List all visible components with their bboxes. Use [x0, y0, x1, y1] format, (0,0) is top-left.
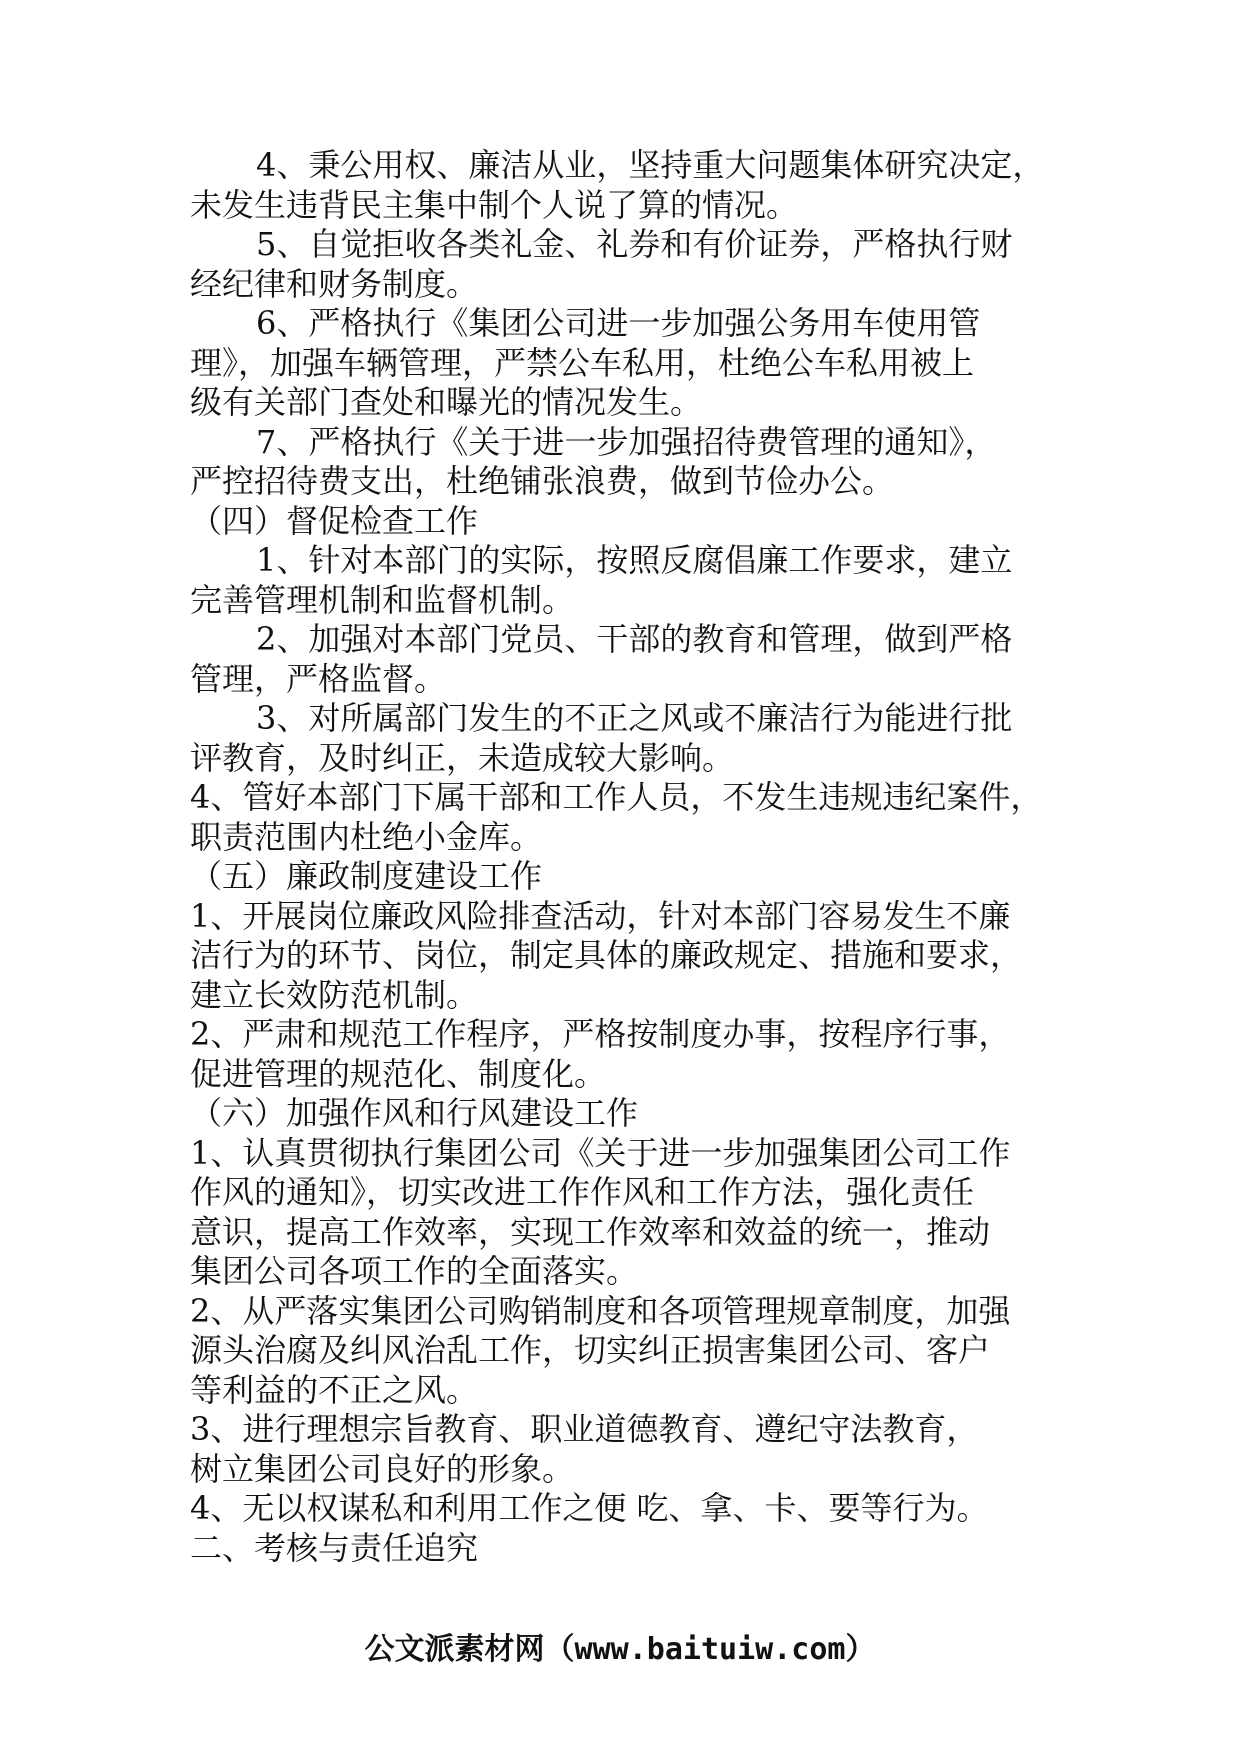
text-line: 1、认真贯彻执行集团公司《关于进一步加强集团公司工作 [190, 1133, 1011, 1172]
text-line: 建立长效防范机制。 [190, 975, 479, 1014]
text-line: 未发生违背民主集中制个人说了算的情况。 [190, 185, 799, 224]
text-line: 严控招待费支出，杜绝铺张浪费，做到节俭办公。 [190, 462, 895, 500]
text-line: 4、无以权谋私和利用工作之便 吃、拿、卡、要等行为。 [190, 1489, 989, 1527]
text-line: 3、进行理想宗旨教育、职业道德教育、遵纪守法教育， [190, 1410, 979, 1448]
text-line: 7、严格执行《关于进一步加强招待费管理的通知》， [256, 422, 997, 461]
text-line: 二、考核与责任追究 [190, 1528, 479, 1567]
text-line: 职责范围内杜绝小金库。 [190, 817, 543, 856]
text-line: 评教育，及时纠正，未造成较大影响。 [190, 738, 735, 777]
text-line: 1、开展岗位廉政风险排查活动，针对本部门容易发生不廉 [190, 896, 1011, 935]
text-line: 6、严格执行《集团公司进一步加强公务用车使用管 [256, 304, 981, 342]
text-line: 2、严肃和规范工作程序，严格按制度办事，按程序行事， [190, 1015, 1011, 1053]
text-line: （六）加强作风和行风建设工作 [190, 1094, 639, 1132]
text-line: （五）廉政制度建设工作 [190, 857, 543, 895]
text-line: 意识，提高工作效率，实现工作效率和效益的统一，推动 [190, 1212, 991, 1251]
text-line: 树立集团公司良好的形象。 [190, 1449, 575, 1488]
text-line: 4、秉公用权、廉洁从业，坚持重大问题集体研究决定， [256, 146, 1045, 184]
footer-watermark: 公文派素材网（www.baituiw.com） [364, 1632, 876, 1667]
text-line: 级有关部门查处和曝光的情况发生。 [190, 383, 703, 421]
document-body [190, 146, 1070, 1568]
text-line: 3、对所属部门发生的不正之风或不廉洁行为能进行批 [256, 699, 1013, 737]
text-line: 源头治腐及纠风治乱工作，切实纠正损害集团公司、客户 [190, 1331, 991, 1369]
text-line: 4、管好本部门下属干部和工作人员，不发生违规违纪案件， [190, 778, 1043, 816]
text-line: 理》，加强车辆管理，严禁公车私用，杜绝公车私用被上 [190, 343, 975, 382]
text-line: 2、从严落实集团公司购销制度和各项管理规章制度，加强 [190, 1291, 1011, 1330]
text-line: （四）督促检查工作 [190, 501, 479, 540]
text-line: 1、针对本部门的实际，按照反腐倡廉工作要求，建立 [256, 541, 1013, 579]
text-line: 促进管理的规范化、制度化。 [190, 1054, 607, 1093]
text-line: 集团公司各项工作的全面落实。 [190, 1252, 639, 1290]
text-line: 管理，严格监督。 [190, 659, 447, 698]
text-line: 等利益的不正之风。 [190, 1370, 479, 1409]
text-line: 经纪律和财务制度。 [190, 264, 479, 303]
text-line: 2、加强对本部门党员、干部的教育和管理，做到严格 [256, 620, 1013, 658]
text-line: 洁行为的环节、岗位，制定具体的廉政规定、措施和要求， [190, 936, 1023, 974]
text-line: 完善管理机制和监督机制。 [190, 580, 575, 619]
text-line: 5、自觉拒收各类礼金、礼券和有价证券，严格执行财 [256, 225, 1013, 263]
text-line: 作风的通知》，切实改进工作作风和工作方法，强化责任 [190, 1173, 975, 1211]
